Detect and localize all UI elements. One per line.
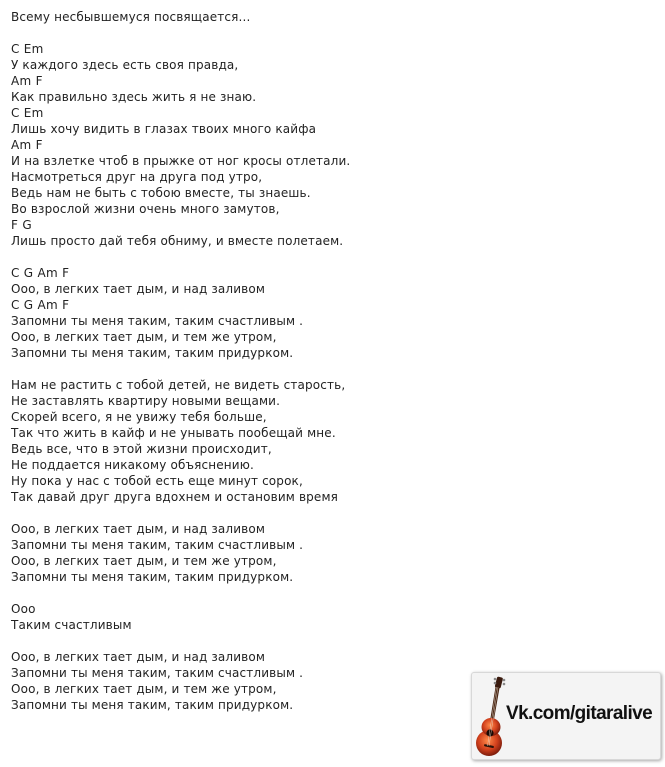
blank-line [11, 585, 651, 601]
guitar-icon [474, 675, 510, 759]
chord-line: C G Am F [11, 298, 70, 312]
lyric-line: Ооо, в легких тает дым, и тем же утром, [11, 554, 277, 568]
lyric-line: Так что жить в кайф и не унывать пообещай мне. [11, 426, 336, 440]
lyric-line: Ооо, в легких тает дым, и над заливом [11, 650, 266, 664]
lyric-line: Запомни ты меня таким, таким счастливым . [11, 538, 304, 552]
lyrics-block [11, 9, 651, 713]
lyric-line: Нам не растить с тобой детей, не видеть старость, [11, 378, 346, 392]
lyric-line: Ооо [11, 602, 36, 616]
chord-line: Am F [11, 138, 43, 152]
lyric-line: Не поддается никакому объяснению. [11, 458, 254, 472]
lyric-line: У каждого здесь есть своя правда, [11, 58, 239, 72]
lyric-line: Запомни ты меня таким, таким придурком. [11, 570, 294, 584]
lyric-line: Лишь просто дай тебя обниму, и вместе полетаем. [11, 234, 344, 248]
chord-line: Am F [11, 74, 43, 88]
lyric-line: Не заставлять квартиру новыми вещами. [11, 394, 281, 408]
lyric-line: Скорей всего, я не увижу тебя больше, [11, 410, 267, 424]
blank-line [11, 249, 651, 265]
lyric-line: Лишь хочу видить в глазах твоих много кайфа [11, 122, 317, 136]
lyric-line: Ведь все, что в этой жизни происходит, [11, 442, 272, 456]
lyric-line: Всему несбывшемуся посвящается... [11, 10, 251, 24]
lyric-line: Ооо, в легких тает дым, и тем же утром, [11, 682, 277, 696]
chord-line: F G [11, 218, 32, 232]
lyric-line: Ооо, в легких тает дым, и тем же утром, [11, 330, 277, 344]
lyric-line: Ну пока у нас с тобой есть еще минут сорок, [11, 474, 303, 488]
chord-line: C Em [11, 42, 44, 56]
lyric-line: И на взлетке чтоб в прыжке от ног кросы отлетали. [11, 154, 351, 168]
lyric-line: Запомни ты меня таким, таким счастливым . [11, 314, 304, 328]
lyric-line: Ведь нам не быть с тобою вместе, ты знаешь. [11, 186, 311, 200]
blank-line [11, 505, 651, 521]
lyric-line: Таким счастливым [11, 618, 132, 632]
chord-line: C G Am F [11, 266, 70, 280]
lyric-line: Во взрослой жизни очень много замутов, [11, 202, 280, 216]
blank-line [11, 25, 651, 41]
watermark-badge [471, 672, 661, 760]
blank-line [11, 361, 651, 377]
lyric-line: Запомни ты меня таким, таким придурком. [11, 346, 294, 360]
lyric-line: Запомни ты меня таким, таким счастливым . [11, 666, 304, 680]
lyric-line: Как правильно здесь жить я не знаю. [11, 90, 257, 104]
lyric-line: Ооо, в легких тает дым, и над заливом [11, 282, 266, 296]
lyric-line: Ооо, в легких тает дым, и над заливом [11, 522, 266, 536]
lyric-line: Запомни ты меня таким, таким придурком. [11, 698, 294, 712]
lyric-line: Так давай друг друга вдохнем и остановим время [11, 490, 339, 504]
blank-line [11, 633, 651, 649]
lyric-line: Насмотреться друг на друга под утро, [11, 170, 263, 184]
chord-line: C Em [11, 106, 44, 120]
watermark-text: Vk.com/gitaralive [506, 703, 653, 724]
